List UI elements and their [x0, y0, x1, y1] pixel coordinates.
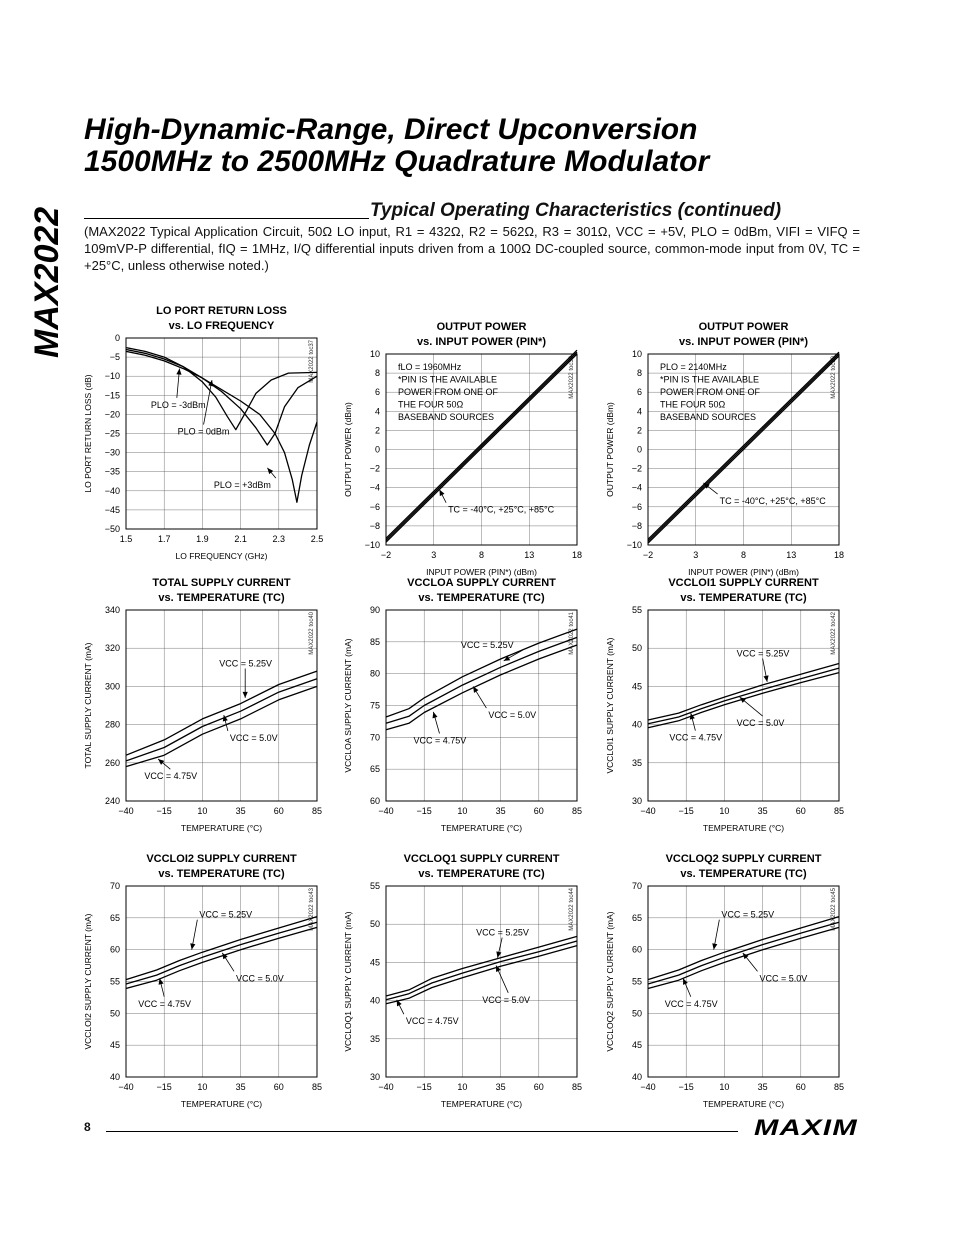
chart-title-line: VCCLOI1 SUPPLY CURRENT [668, 577, 819, 589]
chart-note: BASEBAND SOURCES [398, 412, 495, 422]
figure-code: MAX2022 toc37 [309, 340, 315, 383]
chart-total-supply-current [82, 570, 372, 840]
chart-note: POWER FROM ONE OF [398, 387, 498, 397]
chart-title [156, 305, 287, 332]
page-title [84, 114, 884, 178]
y-tick-label: −15 [104, 390, 120, 401]
series-line [386, 936, 577, 996]
chart-svg [604, 846, 894, 1116]
series-annotation: VCC = 4.75V [138, 998, 192, 1009]
x-tick-label: 35 [235, 806, 246, 816]
x-tick-label: 85 [833, 806, 845, 816]
y-tick-label: 50 [369, 919, 380, 930]
chart-title-line: vs. LO FREQUENCY [168, 320, 275, 332]
x-tick-label: 60 [273, 806, 284, 816]
annotation-arrowhead [763, 675, 768, 681]
chart-title-line: vs. TEMPERATURE (TC) [418, 592, 545, 604]
chart-note: *PIN IS THE AVAILABLE [398, 374, 498, 385]
figure-code: MAX2022 toc41 [569, 612, 575, 655]
chart-vccloq2-current [604, 846, 894, 1116]
y-axis-label: VCCLOQ1 SUPPLY CURRENT (mA) [343, 911, 353, 1052]
figure-code: MAX2022 toc40 [309, 612, 315, 655]
y-tick-label: 70 [369, 732, 380, 743]
x-axis-label: TEMPERATURE (°C) [180, 1099, 263, 1109]
chart-title-line: OUTPUT POWER [698, 321, 789, 333]
y-tick-label: 2 [636, 425, 642, 436]
y-axis-label: VCCLOI2 SUPPLY CURRENT (mA) [83, 913, 93, 1050]
x-axis-label: INPUT POWER (PIN*) (dBm) [426, 567, 537, 577]
chart-title-line: VCCLOI2 SUPPLY CURRENT [146, 853, 297, 865]
chart-title [417, 321, 546, 348]
chart-title-line: vs. INPUT POWER (PIN*) [679, 336, 808, 348]
chart-title [407, 577, 556, 604]
y-tick-label: 45 [369, 957, 380, 968]
series-annotation: VCC = 4.75V [413, 735, 467, 746]
series-annotation: TC = -40°C, +25°C, +85°C [448, 504, 555, 515]
y-tick-label: 60 [369, 796, 380, 806]
y-tick-label: 55 [369, 881, 380, 891]
series-annotation: VCC = 5.0V [482, 994, 531, 1005]
x-tick-label: −15 [156, 1082, 172, 1092]
y-tick-label: 6 [374, 387, 380, 398]
y-tick-label: 60 [109, 944, 120, 955]
x-tick-label: 85 [311, 806, 323, 816]
y-tick-label: −4 [369, 482, 380, 493]
x-tick-label: −2 [642, 550, 654, 560]
x-tick-label: −15 [416, 1082, 432, 1092]
y-tick-label: −25 [104, 428, 120, 439]
plot-frame [386, 886, 577, 1077]
y-tick-label: 320 [104, 643, 120, 654]
series-line [648, 927, 839, 988]
x-tick-label: 2.1 [234, 534, 247, 544]
y-axis-label: OUTPUT POWER (dBm) [343, 402, 353, 497]
y-tick-label: −2 [631, 463, 642, 474]
chart-title-line: VCCLOQ1 SUPPLY CURRENT [403, 853, 560, 865]
y-axis-label: VCCLOA SUPPLY CURRENT (mA) [343, 638, 353, 773]
chart-title [668, 577, 819, 604]
chart-svg [82, 846, 372, 1116]
y-tick-label: 30 [631, 796, 642, 806]
y-tick-label: 65 [631, 912, 642, 923]
y-tick-label: 80 [369, 668, 380, 679]
y-tick-label: 35 [369, 1033, 380, 1044]
series-annotation: VCC = 5.25V [460, 640, 514, 651]
annotation-arrowhead [190, 943, 195, 949]
x-tick-label: 1.7 [157, 534, 171, 544]
y-tick-label: 40 [631, 1072, 642, 1082]
y-tick-label: 8 [374, 368, 380, 379]
maxim-logo [752, 1116, 860, 1138]
section-title: Typical Operating Characteristics (continued) [370, 200, 782, 221]
annotation-arrowhead [176, 369, 181, 375]
series-line [386, 637, 577, 723]
x-tick-label: 60 [533, 806, 544, 816]
chart-title-line: vs. INPUT POWER (PIN*) [417, 336, 546, 348]
chart-title [152, 577, 290, 604]
y-tick-label: 40 [369, 995, 380, 1006]
chart-vccloq1-current [342, 846, 632, 1116]
chart-title [146, 853, 297, 880]
y-tick-label: 55 [631, 976, 642, 987]
y-axis-label: TOTAL SUPPLY CURRENT (mA) [83, 642, 93, 769]
y-tick-label: −6 [631, 501, 642, 512]
chart-vccloa-current [342, 570, 632, 840]
series-annotation: PLO = 0dBm [177, 426, 230, 437]
chart-note: THE FOUR 50Ω [398, 399, 464, 410]
series-annotation: VCC = 5.0V [236, 973, 284, 984]
page-title-line1: High-Dynamic-Range, Direct Upconversion [84, 113, 698, 146]
y-tick-label: 40 [631, 719, 642, 730]
y-tick-label: −5 [109, 352, 120, 363]
x-tick-label: 85 [833, 1082, 845, 1092]
series-annotation: PLO = -3dBm [150, 399, 206, 410]
y-tick-label: 70 [109, 881, 120, 891]
series-annotation: VCC = 5.25V [736, 648, 790, 659]
x-tick-label: 1.5 [119, 534, 133, 544]
y-tick-label: −8 [631, 520, 642, 531]
x-tick-label: 3 [431, 550, 437, 560]
series-annotation: VCC = 5.0V [759, 973, 808, 984]
y-tick-label: −20 [104, 409, 120, 420]
x-tick-label: −15 [156, 806, 172, 816]
chart-title-line: vs. TEMPERATURE (TC) [680, 868, 807, 880]
x-tick-label: −40 [118, 1082, 134, 1092]
series-line [126, 922, 317, 984]
series-line [386, 941, 577, 1000]
chart-title-line: vs. TEMPERATURE (TC) [158, 868, 285, 880]
x-tick-label: 85 [571, 806, 583, 816]
chart-title-line: vs. TEMPERATURE (TC) [158, 592, 285, 604]
chart-svg [82, 570, 372, 840]
x-tick-label: 10 [719, 806, 730, 816]
y-tick-label: 75 [369, 700, 380, 711]
y-tick-label: −4 [631, 482, 642, 493]
x-tick-label: 60 [795, 806, 806, 816]
x-tick-label: 85 [311, 1082, 323, 1092]
chart-svg [342, 570, 632, 840]
x-tick-label: 60 [533, 1082, 544, 1092]
x-tick-label: 8 [740, 550, 747, 560]
x-tick-label: 10 [197, 806, 208, 816]
series-annotation: VCC = 5.25V [476, 927, 529, 938]
figure-code: MAX2022 toc44 [569, 888, 575, 931]
y-tick-label: 4 [636, 406, 642, 417]
y-tick-label: 50 [631, 1008, 642, 1019]
y-axis-label: OUTPUT POWER (dBm) [605, 402, 615, 497]
x-tick-label: 35 [495, 1082, 506, 1092]
annotation-arrowhead [433, 712, 438, 718]
figure-code: MAX2022 toc43 [309, 888, 315, 931]
series-annotation: VCC = 5.25V [219, 658, 272, 669]
y-tick-label: −10 [626, 540, 642, 550]
chart-output-power-2140 [604, 314, 894, 584]
y-tick-label: 85 [369, 636, 380, 647]
y-tick-label: 55 [631, 605, 642, 615]
series-line [648, 664, 839, 721]
series-annotation: VCC = 5.25V [199, 909, 253, 920]
y-axis-label: VCCLOI1 SUPPLY CURRENT (mA) [605, 637, 615, 774]
x-tick-label: 1.9 [196, 534, 209, 544]
y-tick-label: 55 [109, 976, 120, 987]
series-line [126, 917, 317, 980]
y-axis-label: LO PORT RETURN LOSS (dB) [83, 374, 93, 493]
x-tick-label: 10 [457, 1082, 468, 1092]
series-annotation: VCC = 4.75V [405, 1016, 459, 1027]
figure-code: MAX2022 toc42 [831, 612, 837, 655]
series-annotation: VCC = 5.0V [736, 718, 785, 729]
y-tick-label: 280 [104, 719, 120, 730]
chart-title [679, 321, 808, 348]
y-tick-label: 10 [631, 349, 642, 359]
y-tick-label: 70 [631, 881, 642, 891]
chart-title-line: vs. TEMPERATURE (TC) [680, 592, 807, 604]
x-tick-label: 3 [693, 550, 699, 560]
x-axis-label: TEMPERATURE (°C) [440, 823, 523, 833]
chart-title-line: OUTPUT POWER [436, 321, 527, 333]
x-tick-label: 35 [757, 1082, 768, 1092]
y-tick-label: 65 [369, 764, 380, 775]
y-tick-label: 50 [631, 643, 642, 654]
x-tick-label: −40 [640, 806, 656, 816]
chart-note: THE FOUR 50Ω [660, 399, 726, 410]
y-tick-label: 60 [631, 944, 642, 955]
y-tick-label: 340 [104, 605, 120, 615]
annotation-arrowhead [158, 759, 164, 765]
y-tick-label: −10 [104, 371, 120, 382]
annotation-arrowhead [243, 692, 248, 698]
series-annotation: VCC = 4.75V [144, 771, 198, 782]
x-tick-label: 18 [571, 550, 583, 560]
x-tick-label: −40 [640, 1082, 656, 1092]
chart-title [404, 853, 560, 880]
figure-code: MAX2022 toc39 [831, 356, 837, 399]
x-tick-label: 85 [571, 1082, 583, 1092]
chart-note: fLO = 1960MHz [398, 362, 462, 372]
y-tick-label: −45 [104, 504, 120, 515]
side-part-number [18, 206, 70, 366]
y-tick-label: −6 [369, 501, 380, 512]
y-tick-label: −35 [104, 466, 120, 477]
y-tick-label: 300 [104, 681, 120, 692]
y-tick-label: 45 [109, 1040, 120, 1051]
y-tick-label: 4 [374, 406, 380, 417]
y-tick-label: 40 [109, 1072, 120, 1082]
chart-note: BASEBAND SOURCES [660, 412, 757, 422]
x-tick-label: −15 [678, 1082, 694, 1092]
y-tick-label: 8 [636, 368, 642, 379]
x-tick-label: 60 [795, 1082, 806, 1092]
series-line [648, 668, 839, 724]
chart-vccloi1-current [604, 570, 894, 840]
y-tick-label: 35 [631, 757, 642, 768]
chart-svg [82, 298, 372, 568]
x-tick-label: 10 [197, 1082, 208, 1092]
section-rule [84, 218, 369, 219]
y-tick-label: −50 [104, 524, 120, 534]
chart-lo-return-loss [82, 298, 372, 568]
y-tick-label: 0 [636, 444, 642, 455]
test-conditions: (MAX2022 Typical Application Circuit, 50Ω LO input, R1 = 432Ω, R2 = 562Ω, R3 = 301Ω, VCC = +5V, PLO = 0dBm, VIFI = VIFQ = 109mVP-P differential, fIQ = 1MHz, I/Q differential inputs driven from a 100Ω DC-coupled source, common-mode input from 0V, TC = +25°C, unless otherwise noted.) [84, 224, 860, 273]
x-axis-label: TEMPERATURE (°C) [180, 823, 263, 833]
chart-svg [604, 570, 894, 840]
y-tick-label: 6 [636, 387, 642, 398]
chart-note: PLO = 2140MHz [660, 362, 727, 372]
series-line [386, 645, 577, 730]
annotation-arrowhead [690, 713, 695, 719]
y-tick-label: 260 [104, 757, 120, 768]
x-tick-label: 60 [273, 1082, 284, 1092]
series-annotation: VCC = 5.25V [721, 909, 775, 920]
series-line [126, 671, 317, 755]
annotation-arrowhead [712, 943, 717, 949]
series-line [126, 348, 317, 430]
plot-frame [648, 610, 839, 801]
y-tick-label: −8 [369, 520, 380, 531]
figure-code: MAX2022 toc45 [831, 888, 837, 931]
x-tick-label: 35 [757, 806, 768, 816]
chart-title [666, 853, 822, 880]
chart-title-line: vs. TEMPERATURE (TC) [418, 868, 545, 880]
x-tick-label: 10 [457, 806, 468, 816]
series-annotation: VCC = 4.75V [669, 732, 723, 743]
x-tick-label: 13 [524, 550, 535, 560]
x-tick-label: 2.3 [272, 534, 286, 544]
x-tick-label: −15 [678, 806, 694, 816]
x-tick-label: 2.5 [310, 534, 324, 544]
x-tick-label: −15 [416, 806, 432, 816]
x-tick-label: −40 [378, 806, 394, 816]
chart-svg [342, 846, 632, 1116]
series-line [648, 917, 839, 980]
y-tick-label: 30 [369, 1072, 380, 1082]
series-line [648, 922, 839, 984]
chart-note: POWER FROM ONE OF [660, 387, 760, 397]
y-tick-label: −30 [104, 447, 120, 458]
annotation-arrowhead [473, 686, 478, 692]
y-tick-label: 45 [631, 1040, 642, 1051]
chart-vccloi2-current [82, 846, 372, 1116]
y-tick-label: 240 [104, 796, 120, 806]
chart-title-line: TOTAL SUPPLY CURRENT [152, 577, 291, 589]
x-tick-label: −40 [118, 806, 134, 816]
x-tick-label: 10 [719, 1082, 730, 1092]
series-annotation: TC = -40°C, +25°C, +85°C [719, 496, 826, 507]
y-tick-label: −40 [104, 485, 120, 496]
x-tick-label: 35 [495, 806, 506, 816]
x-tick-label: −2 [380, 550, 392, 560]
series-annotation: PLO = +3dBm [213, 480, 271, 491]
series-annotation: VCC = 5.0V [488, 710, 537, 721]
x-axis-label: TEMPERATURE (°C) [440, 1099, 523, 1109]
chart-output-power-1960 [342, 314, 632, 584]
series-annotation: VCC = 5.0V [229, 732, 278, 743]
chart-svg [604, 314, 894, 584]
side-part-number-text: MAX2022 [28, 206, 66, 358]
x-axis-label: TEMPERATURE (°C) [702, 1099, 785, 1109]
chart-title-line: LO PORT RETURN LOSS [156, 305, 287, 317]
y-tick-label: 2 [374, 425, 380, 436]
x-tick-label: 8 [478, 550, 485, 560]
chart-title-line: VCCLOA SUPPLY CURRENT [407, 577, 556, 589]
annotation-arrowhead [743, 953, 749, 959]
x-tick-label: 18 [833, 550, 845, 560]
series-annotation: VCC = 4.75V [664, 998, 718, 1009]
x-axis-label: TEMPERATURE (°C) [702, 823, 785, 833]
y-tick-label: 45 [631, 681, 642, 692]
page-title-line2: 1500MHz to 2500MHz Quadrature Modulator [84, 145, 710, 178]
y-tick-label: −10 [364, 540, 380, 550]
maxim-logo-text: MAXIM [754, 1116, 858, 1138]
footer-rule [106, 1131, 738, 1132]
x-tick-label: 13 [786, 550, 797, 560]
y-tick-label: 0 [374, 444, 380, 455]
y-tick-label: 0 [114, 333, 120, 343]
y-tick-label: 10 [369, 349, 380, 359]
x-tick-label: −40 [378, 1082, 394, 1092]
y-tick-label: 50 [109, 1008, 120, 1019]
y-axis-label: VCCLOQ2 SUPPLY CURRENT (mA) [605, 911, 615, 1052]
chart-title-line: VCCLOQ2 SUPPLY CURRENT [665, 853, 822, 865]
x-axis-label: INPUT POWER (PIN*) (dBm) [688, 567, 799, 577]
series-line [126, 927, 317, 988]
chart-note: *PIN IS THE AVAILABLE [660, 374, 760, 385]
x-tick-label: 35 [235, 1082, 246, 1092]
chart-svg [342, 314, 632, 584]
y-tick-label: 65 [109, 912, 120, 923]
series-line [126, 686, 317, 766]
x-axis-label: LO FREQUENCY (GHz) [175, 551, 268, 561]
y-tick-label: 90 [369, 605, 380, 615]
y-tick-label: −2 [369, 463, 380, 474]
figure-code: MAX2022 toc38 [569, 356, 575, 399]
page-number: 8 [84, 1120, 91, 1134]
series-line [126, 679, 317, 761]
